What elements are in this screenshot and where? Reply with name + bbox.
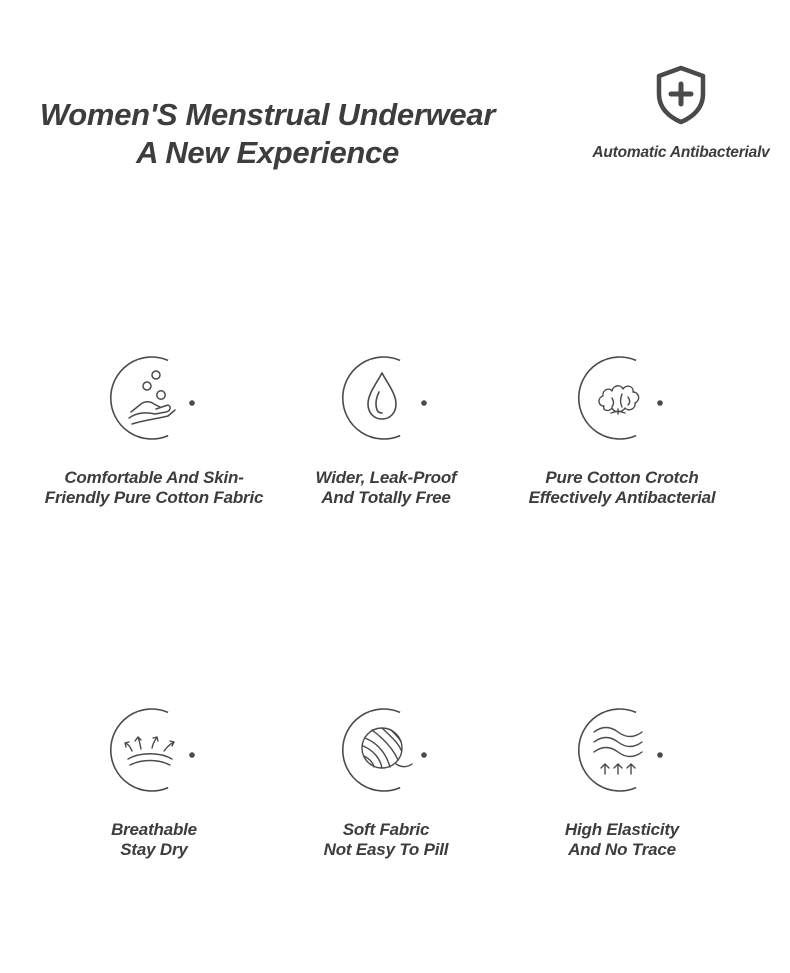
feature-label: Breathable Stay Dry xyxy=(111,820,197,859)
antibacterial-badge xyxy=(572,64,790,162)
breathable-arrows-icon xyxy=(108,706,200,794)
feature-label: Wider, Leak-Proof And Totally Free xyxy=(315,468,457,507)
feature-breathable xyxy=(24,706,284,860)
water-drop-icon xyxy=(340,354,432,442)
page-title xyxy=(20,96,515,172)
feature-soft-fabric xyxy=(256,706,516,860)
feature-label: High Elasticity And No Trace xyxy=(564,820,680,859)
hand-bubbles-icon xyxy=(108,354,200,442)
feature-label: Soft Fabric Not Easy To Pill xyxy=(323,820,449,859)
badge-label: Automatic Antibacterialv xyxy=(592,144,770,161)
cotton-flower-icon xyxy=(576,354,668,442)
feature-elasticity xyxy=(492,706,752,860)
feature-leak-proof xyxy=(256,354,516,508)
feature-label: Comfortable And Skin- Friendly Pure Cotton Fabric xyxy=(44,468,264,507)
feature-cotton-crotch xyxy=(492,354,752,508)
title-line-1: Women'S Menstrual Underwear xyxy=(39,97,496,132)
title-line-2: A New Experience xyxy=(136,135,399,170)
elastic-waves-icon xyxy=(576,706,668,794)
shield-plus-icon xyxy=(653,64,709,126)
yarn-ball-icon xyxy=(340,706,432,794)
feature-skin-friendly xyxy=(24,354,284,508)
feature-label: Pure Cotton Crotch Effectively Antibacterial xyxy=(528,468,716,507)
